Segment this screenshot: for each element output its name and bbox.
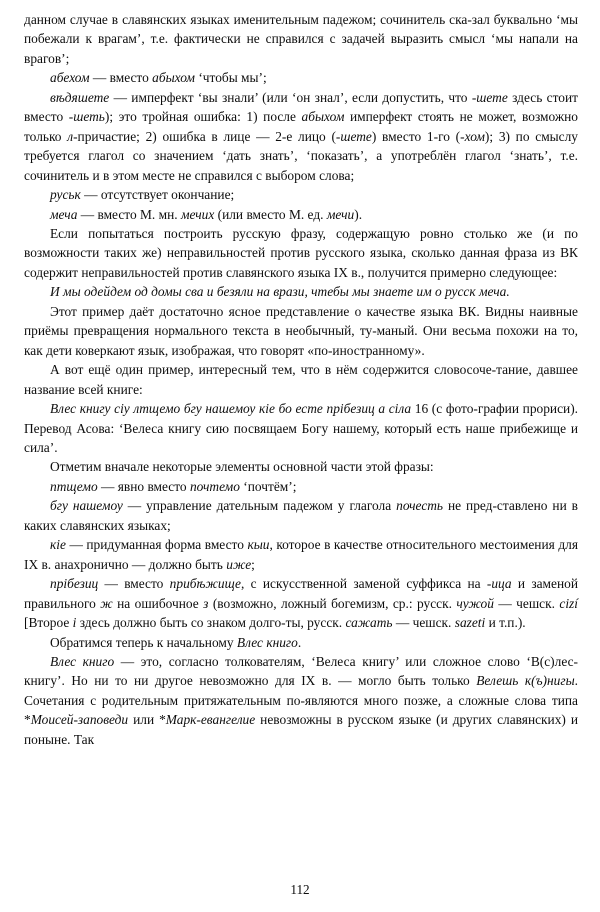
italic-run: почесть bbox=[396, 498, 444, 514]
text-run: — вместо bbox=[98, 576, 170, 592]
paragraph bbox=[24, 574, 578, 632]
page-number: 112 bbox=[290, 882, 310, 897]
text-run: — чешск. bbox=[493, 595, 560, 611]
text-run: -причастие; 2) ошибка в лице — 2-е лицо (- bbox=[73, 128, 341, 144]
text-run: имперфект стоять не может, возможно только bbox=[24, 109, 578, 144]
text-run: ‘почтём’; bbox=[239, 478, 297, 494]
italic-run: ица bbox=[491, 576, 512, 592]
paragraph bbox=[24, 68, 578, 87]
italic-run: шеть bbox=[73, 109, 105, 125]
italic-run: мечи bbox=[326, 206, 355, 222]
paragraph bbox=[24, 224, 578, 282]
italic-run: чужой bbox=[456, 595, 494, 611]
paragraph bbox=[24, 302, 578, 360]
text-run: 16 (с фото-графии прориси). Перевод Асова: ‘Велеса книгу сию посвящаем Богу нашему, который есть наше прибежище и сила’. bbox=[24, 401, 578, 455]
paragraph bbox=[24, 185, 578, 204]
italic-run: Влес книгу сiу лтщемо бгу нашемоу кiе бо есте прiбезиц а сiла bbox=[50, 401, 412, 417]
italic-run: бгу нашемоу bbox=[50, 498, 123, 514]
text-run: ‘мы побежали к врагам’ bbox=[24, 12, 578, 47]
italic-run: почтемо bbox=[189, 478, 240, 494]
page-body-text bbox=[24, 10, 578, 749]
italic-run: л bbox=[67, 128, 74, 144]
italic-run: прiбезиц bbox=[50, 576, 99, 592]
italic-run: мечих bbox=[180, 206, 215, 222]
paragraph bbox=[24, 496, 578, 535]
text-run: . Сочетания с родительным притяжательным по-являются много позже, а сложные слова типа * bbox=[24, 673, 578, 728]
paragraph bbox=[24, 88, 578, 185]
text-run: А вот ещё один пример, интересный тем, что в нём содержится словосоче-тание, давшее название всей книге: bbox=[24, 362, 578, 397]
italic-run: кiе bbox=[50, 537, 66, 553]
paragraph bbox=[24, 457, 578, 476]
text-run: невозможны в русском языке (и других славянских) и поныне. Так bbox=[24, 712, 579, 747]
text-run: здесь должно быть со знаком долго-ты, русск. bbox=[76, 615, 346, 631]
text-run: — явно вместо bbox=[97, 478, 190, 494]
text-run: ; bbox=[65, 50, 70, 66]
italic-run: руськ bbox=[50, 187, 81, 203]
italic-run: сажать bbox=[345, 615, 393, 631]
italic-run: меча bbox=[50, 206, 78, 222]
italic-run: Велешь к(ъ)нигы bbox=[476, 673, 575, 689]
paragraph bbox=[24, 633, 578, 652]
italic-run: иже bbox=[226, 556, 252, 572]
italic-run: Влес книго bbox=[50, 653, 115, 669]
italic-run: абыхом bbox=[301, 109, 345, 125]
italic-run: вѣдяшете bbox=[50, 89, 110, 105]
italic-run: абыхом bbox=[152, 70, 195, 86]
text-run: и заменой правильного bbox=[24, 576, 578, 611]
text-run: Если попытаться построить русскую фразу, содержащую ровно столько же (и по возможности таких же) неправильностей против русского языка, сколько данная фраза из ВК содержит неправильностей против славянского языка IX в., получится примерно следующее: bbox=[24, 225, 578, 280]
italic-run: i bbox=[72, 615, 77, 631]
text-run: и т.п.). bbox=[485, 615, 526, 631]
paragraph bbox=[24, 205, 578, 224]
text-run: ‘мы напали на врагов’ bbox=[24, 31, 578, 66]
italic-run: з bbox=[203, 595, 209, 611]
italic-run: sazeti bbox=[454, 615, 486, 631]
text-run: — вместо bbox=[89, 70, 153, 86]
text-run: [Второе bbox=[24, 615, 73, 631]
text-run: — придуманная форма вместо bbox=[65, 537, 248, 553]
italic-run: cizí bbox=[559, 595, 578, 611]
italic-run: птщемо bbox=[50, 478, 98, 494]
text-run: ). bbox=[354, 206, 363, 222]
paragraph bbox=[24, 535, 578, 574]
paragraph bbox=[24, 652, 578, 749]
paragraph bbox=[24, 282, 578, 301]
italic-run: ж bbox=[100, 595, 113, 611]
text-run: — имперфект ‘вы знали’ (или ‘он знал’, если допустить, что - bbox=[109, 89, 477, 105]
paragraph bbox=[24, 477, 578, 496]
text-run: ); 3) по смыслу требуется глагол со значением ‘дать знать’, ‘показать’, а употреблён глагол ‘знать’, т.е. сочинитель и в этом месте не справился с выбором слова; bbox=[24, 128, 578, 183]
text-run: Отметим вначале некоторые элементы основной части этой фразы: bbox=[50, 459, 434, 475]
italic-run: И мы одейдем од домы сва и безяли на врази, чтебы мы знаете им о русск меча. bbox=[50, 284, 510, 300]
italic-run: шете bbox=[476, 89, 508, 105]
paragraph bbox=[24, 399, 578, 457]
text-run: Обратимся теперь к начальному bbox=[50, 634, 237, 650]
paragraph bbox=[24, 10, 578, 68]
text-run: — чешск. bbox=[392, 615, 455, 631]
text-run: , с искусственной заменой суффикса на - bbox=[240, 576, 492, 592]
text-run: ); это тройная ошибка: 1) после bbox=[104, 109, 302, 125]
text-run: ‘чтобы мы’; bbox=[194, 70, 267, 86]
text-run: не пред-ставлено ни в каких славянских языках; bbox=[24, 498, 578, 533]
text-run: здесь стоит вместо - bbox=[24, 89, 578, 125]
italic-run: прибѣжище bbox=[169, 576, 241, 592]
text-run: , которое в качестве относительного местоимения для IX в. анахронично — должно быть bbox=[24, 537, 578, 572]
text-run: — это, согласно толкователям, ‘Велеса книгу’ или сложное слово ‘В(с)лес-книгу’. Но ни то ни другое невозможно для IX в. — могло быть только bbox=[24, 653, 579, 689]
italic-run: Марк-евангелие bbox=[165, 712, 256, 728]
text-run: или * bbox=[128, 712, 166, 728]
text-run: (или вместо М. ед. bbox=[214, 206, 327, 222]
italic-run: шете bbox=[340, 128, 372, 144]
text-run: (возможно, ложный богемизм, ср.: русск. bbox=[208, 595, 457, 611]
italic-run: абехом bbox=[50, 70, 90, 86]
text-run: Этот пример даёт достаточно ясное представление о качестве языка ВК. Видны наивные приёмы превращения нормального текста в необычный, ту-маный. Они весьма похожи на то, как дети коверкают язык, изображая, что говорят «по-иностранному». bbox=[24, 303, 578, 358]
text-run: данном случае в славянских языках именительным падежом; сочинитель ска-зал буквально bbox=[24, 12, 557, 27]
text-run: — управление дательным падежом у глагола bbox=[122, 498, 397, 514]
text-run: , т.е. фактически не справился с задачей выразить смысл bbox=[141, 31, 492, 47]
italic-run: Моисей-заповеди bbox=[30, 712, 129, 728]
text-run: ) вместо 1-го (- bbox=[371, 128, 465, 144]
italic-run: кыи bbox=[247, 537, 270, 553]
text-run: ; bbox=[251, 556, 255, 572]
text-run: на ошибочное bbox=[112, 595, 204, 611]
text-run: — вместо М. мн. bbox=[77, 206, 181, 222]
text-run: — отсутствует окончание; bbox=[80, 187, 235, 203]
paragraph bbox=[24, 360, 578, 399]
italic-run: Влес книго bbox=[236, 634, 298, 650]
italic-run: хом bbox=[464, 128, 485, 144]
text-run: . bbox=[297, 634, 302, 650]
